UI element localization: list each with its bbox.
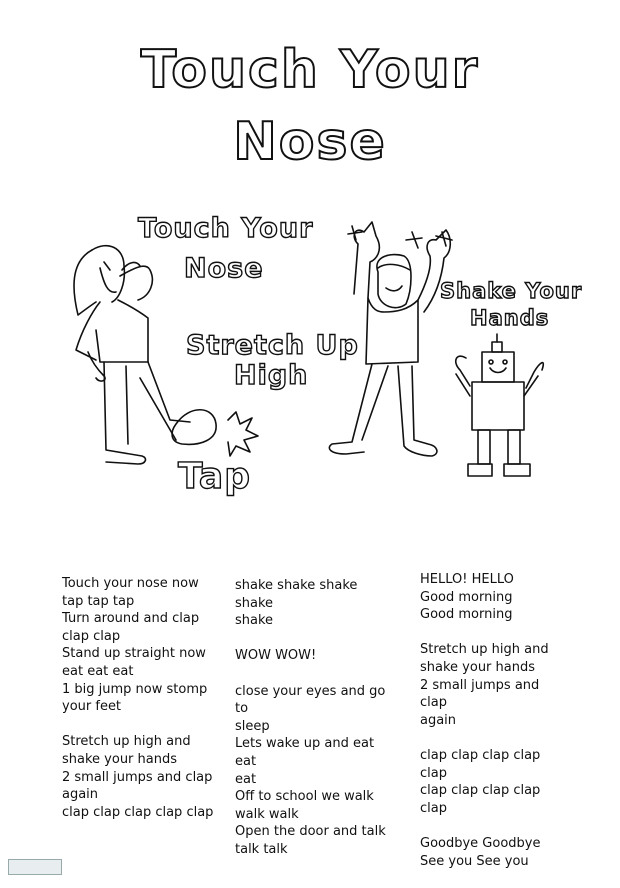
stanza xyxy=(420,641,570,729)
lyric-line: WOW WOW! xyxy=(235,648,317,664)
robot-figure xyxy=(456,334,544,476)
lyrics-column-1 xyxy=(62,575,222,839)
publisher-logo xyxy=(8,859,62,875)
title-line-1: Touch Your xyxy=(140,40,480,100)
lyric-line: Touch your nose now xyxy=(62,576,199,591)
lyric-line: Goodbye Goodbye xyxy=(420,835,541,851)
lyric-line: Open the door and talk xyxy=(235,824,386,840)
lyric-line: again xyxy=(62,787,99,803)
title-line-2: Nose xyxy=(233,112,387,172)
lyric-line: sleep xyxy=(235,718,270,734)
lyric-line: talk talk xyxy=(235,841,288,857)
label-tap: Tap xyxy=(178,456,251,497)
lyric-line: shake xyxy=(235,613,274,629)
lyric-line: Lets wake up and eat eat xyxy=(235,736,375,769)
lyric-line: eat eat eat xyxy=(62,663,134,679)
lyrics-column-2 xyxy=(235,577,395,876)
lyric-line: 1 big jump now stomp xyxy=(62,681,208,697)
lyric-line: Turn around and clap xyxy=(62,611,200,627)
stanza xyxy=(420,835,570,870)
lyric-line: your feet xyxy=(62,699,122,715)
lyric-line: 2 small jumps and clap xyxy=(420,677,540,711)
lyric-line: Good morning xyxy=(420,607,513,623)
stanza xyxy=(420,571,570,624)
label-nose: Nose xyxy=(184,253,264,284)
label-shake-your: Shake Your xyxy=(440,279,583,303)
lyric-line: close your eyes and go to xyxy=(235,683,386,717)
lyric-line: again xyxy=(420,712,457,728)
stanza xyxy=(235,647,395,665)
lyric-line: shake your hands xyxy=(62,751,178,767)
lyric-line: 2 small jumps and clap xyxy=(62,769,213,785)
lyric-line: clap clap clap clap clap xyxy=(420,783,541,816)
lyric-line: HELLO! HELLO xyxy=(420,572,514,587)
label-hands: Hands xyxy=(470,306,550,330)
lyric-line: walk walk xyxy=(235,806,299,822)
lyric-line: shake shake shake shake xyxy=(235,578,358,611)
stanza xyxy=(235,683,395,859)
lyric-line: See you See you xyxy=(420,853,529,869)
lyric-line: Stretch up high and xyxy=(62,734,191,750)
stanza xyxy=(62,733,222,821)
label-stretch-up: Stretch Up xyxy=(186,330,359,361)
stanza xyxy=(62,575,222,716)
lyric-line: tap tap tap xyxy=(62,593,135,609)
label-high: High xyxy=(234,360,309,391)
lyric-line: Stand up straight now xyxy=(62,646,206,662)
stanza xyxy=(235,577,395,630)
lyrics-column-3 xyxy=(420,571,570,888)
lyric-line: Off to school we walk xyxy=(235,789,374,805)
lyric-line: eat xyxy=(235,771,257,787)
lyric-line: Good morning xyxy=(420,589,513,605)
lyric-line: Stretch up high and xyxy=(420,642,549,658)
stanza xyxy=(420,747,570,817)
lyric-line: clap clap clap clap clap xyxy=(420,747,541,781)
lyric-line: clap clap clap clap clap xyxy=(62,804,214,820)
lyric-line: clap clap xyxy=(62,628,121,644)
label-touch-your: Touch Your xyxy=(138,213,314,244)
lyric-line: shake your hands xyxy=(420,659,536,675)
